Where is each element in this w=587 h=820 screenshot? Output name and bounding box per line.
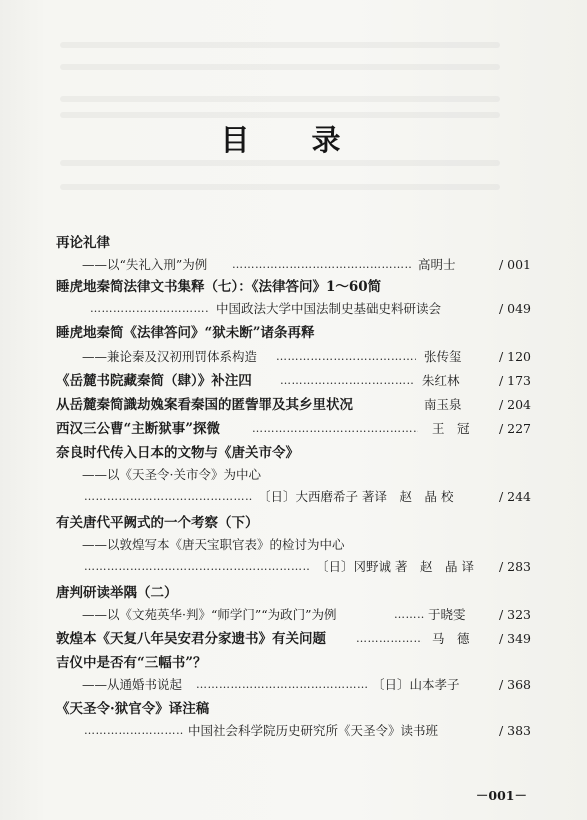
leader-dots — [84, 556, 310, 578]
entry-author: 王 冠 — [432, 421, 470, 436]
entry-title: 唐判研读举隅（二） — [56, 585, 178, 601]
entry-page: / 204 — [498, 397, 531, 412]
bleed-through — [60, 42, 500, 48]
leader-dots — [280, 370, 414, 392]
toc-entry-line[interactable] — [0, 674, 587, 696]
toc-entry[interactable] — [0, 442, 587, 464]
entry-title: 《岳麓书院藏秦简（肆）》补注四 — [56, 373, 252, 389]
entry-page: / 323 — [498, 607, 531, 622]
toc-entry[interactable] — [0, 582, 587, 604]
toc-entry-line[interactable] — [0, 720, 587, 742]
leader-dots — [84, 486, 252, 508]
entry-subtitle: ——从通婚书说起 — [82, 677, 183, 692]
entry-page: / 368 — [498, 677, 531, 692]
toc-entry-line[interactable] — [0, 534, 587, 556]
entry-page: / 001 — [498, 257, 531, 272]
bleed-through — [60, 160, 500, 166]
entry-author: 南玉泉 — [424, 397, 462, 412]
toc-entry[interactable] — [0, 370, 587, 392]
leader-dots — [252, 418, 418, 440]
bleed-through — [60, 96, 500, 102]
entry-page: / 049 — [498, 301, 531, 316]
entry-page: / 244 — [498, 489, 531, 504]
toc-entry[interactable] — [0, 512, 587, 534]
entry-author: 中国社会科学院历史研究所《天圣令》读书班 — [188, 723, 439, 738]
entry-subtitle: ——以《天圣令·关市令》为中心 — [82, 467, 261, 482]
entry-author: 马 德 — [432, 631, 470, 646]
entry-page: / 283 — [498, 559, 531, 574]
entry-page: / 120 — [498, 349, 531, 364]
toc-entry[interactable] — [0, 652, 587, 674]
entry-page: / 173 — [498, 373, 531, 388]
entry-author: 〔日〕山本孝子 — [372, 677, 460, 692]
page-title: 目 录 — [220, 123, 367, 157]
bleed-through — [60, 184, 500, 190]
entry-title: 睡虎地秦简《法律答问》“狱未断”诸条再释 — [56, 325, 315, 341]
entry-title: 有关唐代平阙式的一个考察（下） — [56, 515, 259, 531]
entry-subtitle: ——以《文苑英华·判》“师学门”“为政门”为例 — [82, 607, 337, 622]
entry-title: 从岳麓秦简識劫婏案看秦国的匿訾罪及其乡里状况 — [56, 397, 353, 413]
toc-entry[interactable] — [0, 276, 587, 298]
entry-page: / 227 — [498, 421, 531, 436]
entry-title: 《天圣令·狱官令》译注稿 — [56, 701, 210, 717]
entry-title: 奈良时代传入日本的文物与《唐关市令》 — [56, 445, 299, 461]
entry-title: 敦煌本《天复八年吴安君分家遗书》有关问题 — [56, 631, 326, 647]
toc-entry[interactable] — [0, 628, 587, 650]
toc-entry-line[interactable] — [0, 604, 587, 626]
entry-author: 朱红林 — [422, 373, 460, 388]
toc-entry[interactable] — [0, 394, 587, 416]
toc-entry[interactable] — [0, 418, 587, 440]
leader-dots — [84, 720, 184, 742]
page-number: －001－ — [475, 788, 527, 803]
entry-page: / 349 — [498, 631, 531, 646]
leader-dots — [356, 628, 422, 650]
entry-page: / 383 — [498, 723, 531, 738]
leader-dots — [196, 674, 368, 696]
entry-subtitle: ——以“失礼入刑”为例 — [82, 257, 208, 272]
toc-entry[interactable] — [0, 698, 587, 720]
leader-dots — [276, 346, 416, 368]
toc-entry-line[interactable] — [0, 346, 587, 368]
entry-author: 于晓雯 — [428, 607, 466, 622]
toc-entry-line[interactable] — [0, 486, 587, 508]
entry-author: 中国政法大学中国法制史基础史料研读会 — [216, 301, 442, 316]
entry-title: 再论礼律 — [56, 235, 110, 251]
toc-entry-line[interactable] — [0, 464, 587, 486]
entry-title: 西汉三公曹“主断狱事”探微 — [56, 421, 221, 437]
entry-author: 张传玺 — [424, 349, 462, 364]
toc-entry[interactable] — [0, 232, 587, 254]
entry-author: 〔日〕大西磨希子 著译 赵 晶 校 — [258, 489, 454, 504]
entry-author: 高明士 — [418, 257, 456, 272]
leader-dots — [90, 298, 208, 320]
entry-title: 吉仪中是否有“三幅书”？ — [56, 655, 207, 671]
entry-subtitle: ——兼论秦及汉初刑罚体系构造 — [82, 349, 258, 364]
entry-subtitle: ——以敦煌写本《唐天宝职官表》的检讨为中心 — [82, 537, 345, 552]
entry-title: 睡虎地秦简法律文书集释（七）：《法律答问》1～60简 — [56, 279, 382, 295]
toc-entry[interactable] — [0, 322, 587, 344]
leader-dots — [394, 604, 424, 626]
entry-author: 〔日〕冈野诚 著 赵 晶 译 — [316, 559, 474, 574]
toc-entry-line[interactable] — [0, 298, 587, 320]
bleed-through — [60, 64, 500, 70]
toc-entry-line[interactable] — [0, 254, 587, 276]
leader-dots — [232, 254, 412, 276]
toc-entry-line[interactable] — [0, 556, 587, 578]
